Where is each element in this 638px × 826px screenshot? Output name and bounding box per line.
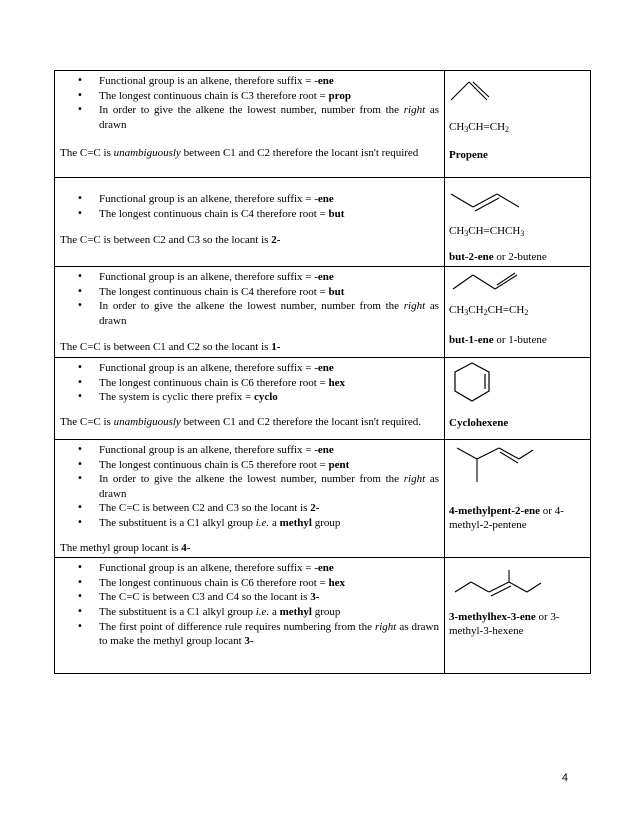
table-row [55, 178, 591, 267]
explanation-cell [55, 357, 445, 439]
but-1-ene-structure [449, 269, 525, 293]
cyclohexene-structure [450, 360, 500, 404]
condensed-formula: $CH_3CH=CHCH_3$ [449, 225, 525, 238]
nomenclature-table [54, 70, 591, 674]
bullet-list [60, 443, 439, 531]
compound-name: Cyclohexene [449, 416, 509, 429]
locant-note: The C=C is between C1 and C2 so the locant is 1- [60, 341, 281, 354]
condensed-formula: $CH_3CH_2CH=CH_2$ [449, 304, 529, 317]
structure-cell [445, 178, 591, 267]
bullet-list [60, 74, 439, 132]
list-item: • The system is cyclic there prefix = cyclo [99, 390, 439, 405]
list-item: • The substituent is a C1 alkyl group i.e. a methyl group [99, 605, 439, 620]
compound-name: 3-methylhex-3-ene or 3-methyl-3-hexene [449, 611, 560, 638]
table-row [55, 558, 591, 674]
list-item: • The first point of difference rule requires numbering from the right as drawn to make the methyl group locant 3- [99, 620, 439, 649]
compound-name: but-2-ene or 2-butene [449, 251, 547, 263]
list-item: • Functional group is an alkene, therefore suffix = -ene [99, 361, 439, 376]
list-item: • Functional group is an alkene, therefore suffix = -ene [99, 561, 439, 576]
bullet-list [60, 192, 439, 221]
list-item: • The longest continuous chain is C6 therefore root = hex [99, 376, 439, 391]
list-item: • In order to give the alkene the lowest number, number from the right as drawn [99, 472, 439, 501]
table-row [55, 71, 591, 178]
structure-cell [445, 439, 591, 557]
explanation-cell [55, 71, 445, 178]
structure-cell [445, 267, 591, 358]
list-item: • The substituent is a C1 alkyl group i.e. a methyl group [99, 516, 439, 531]
explanation-cell [55, 178, 445, 267]
4-methylpent-2-ene-structure [455, 442, 535, 488]
bullet-list [60, 270, 439, 328]
locant-note: The C=C is unambiguously between C1 and C2 therefore the locant isn't required [60, 147, 419, 160]
list-item: • The longest continuous chain is C4 therefore root = but [99, 207, 439, 222]
bullet-list [60, 361, 439, 405]
explanation-cell [55, 267, 445, 358]
list-item: • The C=C is between C2 and C3 so the locant is 2- [99, 501, 439, 516]
explanation-cell [55, 558, 445, 674]
but-2-ene-structure [449, 186, 525, 214]
compound-name: 4-methylpent-2-ene or 4-methyl-2-pentene [449, 504, 564, 531]
structure-cell [445, 357, 591, 439]
list-item: • Functional group is an alkene, therefore suffix = -ene [99, 270, 439, 285]
list-item: • Functional group is an alkene, therefore suffix = -ene [99, 192, 439, 207]
list-item: • The longest continuous chain is C5 therefore root = pent [99, 458, 439, 473]
locant-note: The C=C is unambiguously between C1 and C2 therefore the locant isn't required. [60, 415, 422, 428]
page-number: 4 [561, 772, 568, 784]
list-item: • The C=C is between C3 and C4 so the locant is 3- [99, 590, 439, 605]
table-row [55, 267, 591, 358]
table-row [55, 439, 591, 557]
list-item: • The longest continuous chain is C6 therefore root = hex [99, 576, 439, 591]
locant-note: The methyl group locant is 4- [60, 541, 191, 554]
propene-structure [449, 73, 509, 103]
list-item: • In order to give the alkene the lowest number, number from the right as drawn [99, 103, 439, 132]
structure-cell [445, 558, 591, 674]
explanation-cell [55, 439, 445, 557]
list-item: • Functional group is an alkene, therefore suffix = -ene [99, 74, 439, 89]
compound-name: but-1-ene or 1-butene [449, 334, 547, 346]
list-item: • In order to give the alkene the lowest number, number from the right as drawn [99, 299, 439, 328]
locant-note: The C=C is between C2 and C3 so the locant is 2- [60, 234, 281, 247]
compound-name: Propene [449, 149, 488, 161]
table-row [55, 357, 591, 439]
condensed-formula: $CH_3CH=CH_2$ [449, 121, 510, 134]
bullet-list [60, 561, 439, 649]
list-item: • The longest continuous chain is C4 therefore root = but [99, 285, 439, 300]
structure-cell [445, 71, 591, 178]
list-item: • The longest continuous chain is C3 therefore root = prop [99, 89, 439, 104]
3-methylhex-3-ene-structure [453, 568, 543, 602]
list-item: • Functional group is an alkene, therefore suffix = -ene [99, 443, 439, 458]
